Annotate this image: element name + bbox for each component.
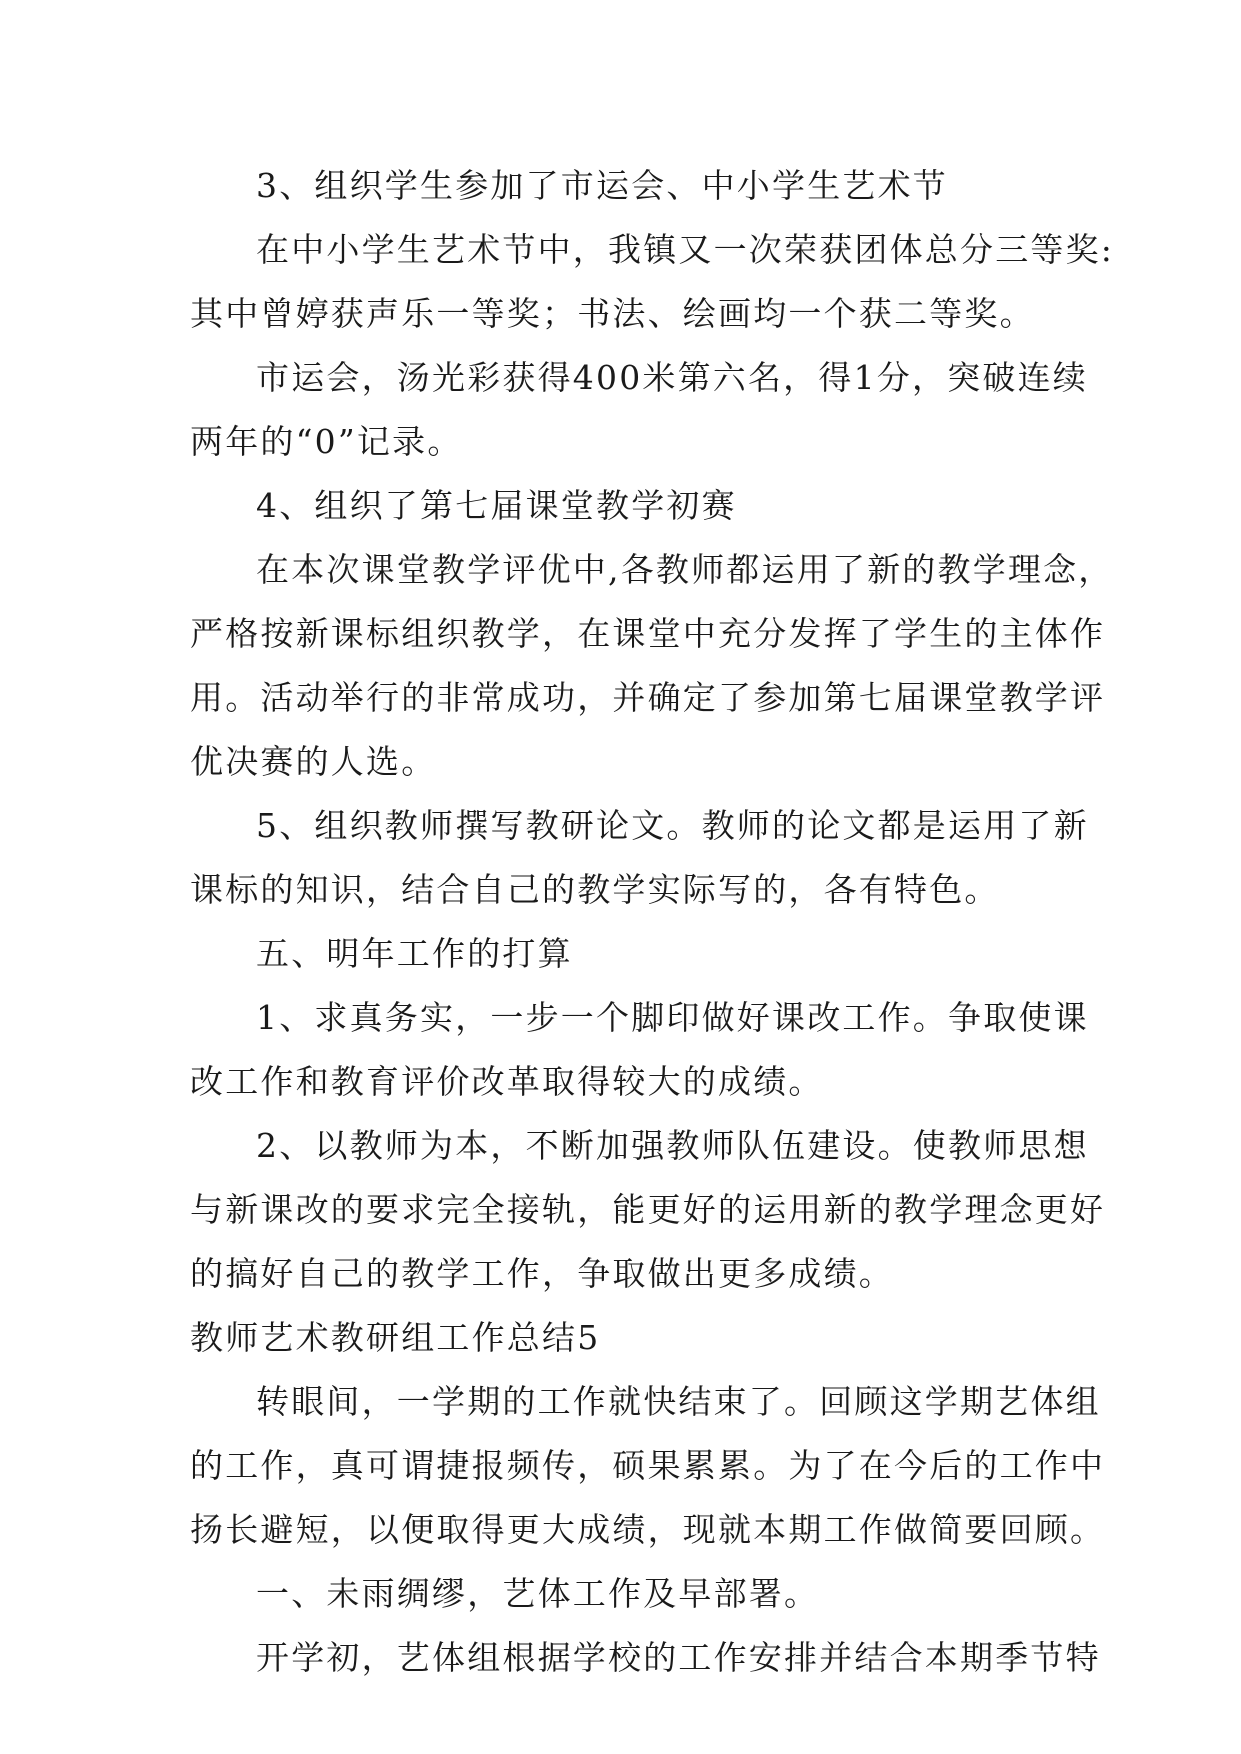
paragraph-line: 课标的知识，结合自己的教学实际写的，各有特色。: [190, 870, 1000, 909]
paragraph-line: 1、求真务实，一步一个脚印做好课改工作。争取使课: [256, 998, 1089, 1037]
document-title: 教师艺术教研组工作总结5: [190, 1318, 601, 1357]
heading-3-art-festival: 3、组织学生参加了市运会、中小学生艺术节: [256, 166, 948, 205]
paragraph-line: 用。活动举行的非常成功，并确定了参加第七届课堂教学评: [190, 678, 1106, 717]
paragraph-line: 5、组织教师撰写教研论文。教师的论文都是运用了新: [256, 806, 1089, 845]
paragraph-line: 的工作，真可谓捷报频传，硕果累累。为了在今后的工作中: [190, 1446, 1106, 1485]
heading-4-teaching-contest: 4、组织了第七届课堂教学初赛: [256, 486, 737, 525]
paragraph-line: 市运会，汤光彩获得400米第六名，得1分，突破连续: [256, 358, 1088, 397]
paragraph-line: 扬长避短，以便取得更大成绩，现就本期工作做简要回顾。: [190, 1510, 1106, 1549]
paragraph-line: 开学初，艺体组根据学校的工作安排并结合本期季节特: [256, 1638, 1101, 1677]
paragraph-line: 严格按新课标组织教学，在课堂中充分发挥了学生的主体作: [190, 614, 1106, 653]
paragraph-line: 的搞好自己的教学工作，争取做出更多成绩。: [190, 1254, 894, 1293]
section-heading-next-year: 五、明年工作的打算: [256, 934, 573, 973]
paragraph-line: 优决赛的人选。: [190, 742, 437, 781]
paragraph-line: 转眼间，一学期的工作就快结束了。回顾这学期艺体组: [256, 1382, 1101, 1421]
paragraph-line: 在本次课堂教学评优中,各教师都运用了新的教学理念，: [256, 550, 1114, 589]
section-heading-early-planning: 一、未雨绸缪，艺体工作及早部署。: [256, 1574, 820, 1613]
paragraph-line: 改工作和教育评价改革取得较大的成绩。: [190, 1062, 824, 1101]
paragraph-line: 与新课改的要求完全接轨，能更好的运用新的教学理念更好: [190, 1190, 1106, 1229]
paragraph-line: 两年的“0”记录。: [190, 422, 463, 461]
paragraph-line: 在中小学生艺术节中，我镇又一次荣获团体总分三等奖:: [256, 230, 1115, 269]
paragraph-line: 2、以教师为本，不断加强教师队伍建设。使教师思想: [256, 1126, 1089, 1165]
paragraph-line: 其中曾婷获声乐一等奖；书法、绘画均一个获二等奖。: [190, 294, 1035, 333]
